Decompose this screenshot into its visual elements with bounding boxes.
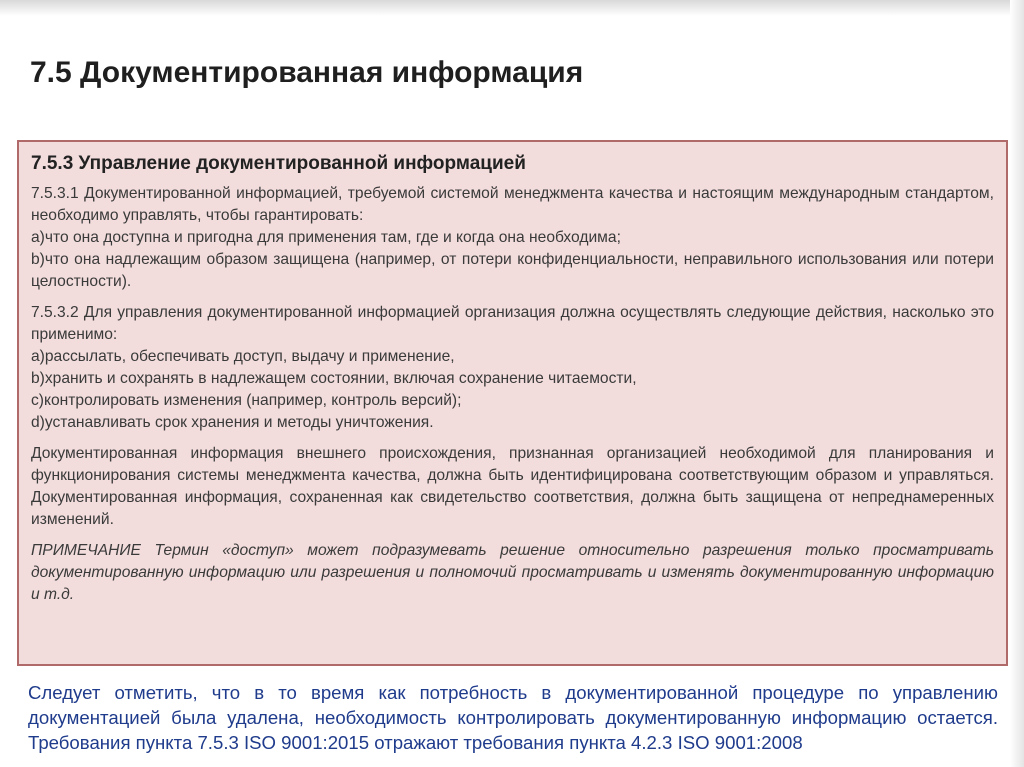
clause-7-5-3-1-item-b: b)что она надлежащим образом защищена (например, от потери конфиденциальности, неправильного использования или потери целостности). <box>31 251 994 290</box>
clause-box <box>17 140 1008 666</box>
right-shadow <box>1010 0 1024 767</box>
clause-7-5-3-2-intro: 7.5.3.2 Для управления документированной информацией организация должна осуществлять следующие действия, насколько это применимо: <box>31 304 994 343</box>
external-docs-paragraph: Документированная информация внешнего происхождения, признанная организацией необходимой для планирования и функционирования системы менеджмента качества, должна быть идентифицирована соответствующим образом и управляться. Документированная информация, сохраненная как свидетельство соответствия, должна быть защищена от непреднамеренных изменений. <box>31 445 994 528</box>
clause-7-5-3-2-item-d: d)устанавливать срок хранения и методы уничтожения. <box>31 414 434 431</box>
top-shadow <box>0 0 1024 16</box>
note-paragraph: ПРИМЕЧАНИЕ Термин «доступ» может подразумевать решение относительно разрешения только просматривать документированную информацию или разрешения и полномочий просматривать и изменять документированную информацию и т.д. <box>31 542 994 603</box>
clause-7-5-3-2-item-c: c)контролировать изменения (например, контроль версий); <box>31 392 462 409</box>
clause-7-5-3-1 <box>31 183 994 293</box>
clause-7-5-3-2-item-a: a)рассылать, обеспечивать доступ, выдачу и применение, <box>31 348 455 365</box>
slide-title: 7.5 Документированная информация <box>30 56 584 89</box>
clause-7-5-3-2 <box>31 302 994 434</box>
clause-7-5-3-1-intro: 7.5.3.1 Документированной информацией, требуемой системой менеджмента качества и настоящим международным стандартом, необходимо управлять, чтобы гарантировать: <box>31 185 994 224</box>
clause-7-5-3-2-item-b: b)хранить и сохранять в надлежащем состоянии, включая сохранение читаемости, <box>31 370 637 387</box>
clause-7-5-3-1-item-a: a)что она доступна и пригодна для применения там, где и когда она необходима; <box>31 229 621 246</box>
clause-heading: 7.5.3 Управление документированной информацией <box>31 153 526 174</box>
footer-comment: Следует отметить, что в то время как потребность в документированной процедуре по управлению документацией была удалена, необходимость контролировать документированную информацию остается. Требования пункта 7.5.3 ISO 9001:2015 отражают требования пункта 4.2.3 ISO 9001:2008 <box>28 682 998 753</box>
